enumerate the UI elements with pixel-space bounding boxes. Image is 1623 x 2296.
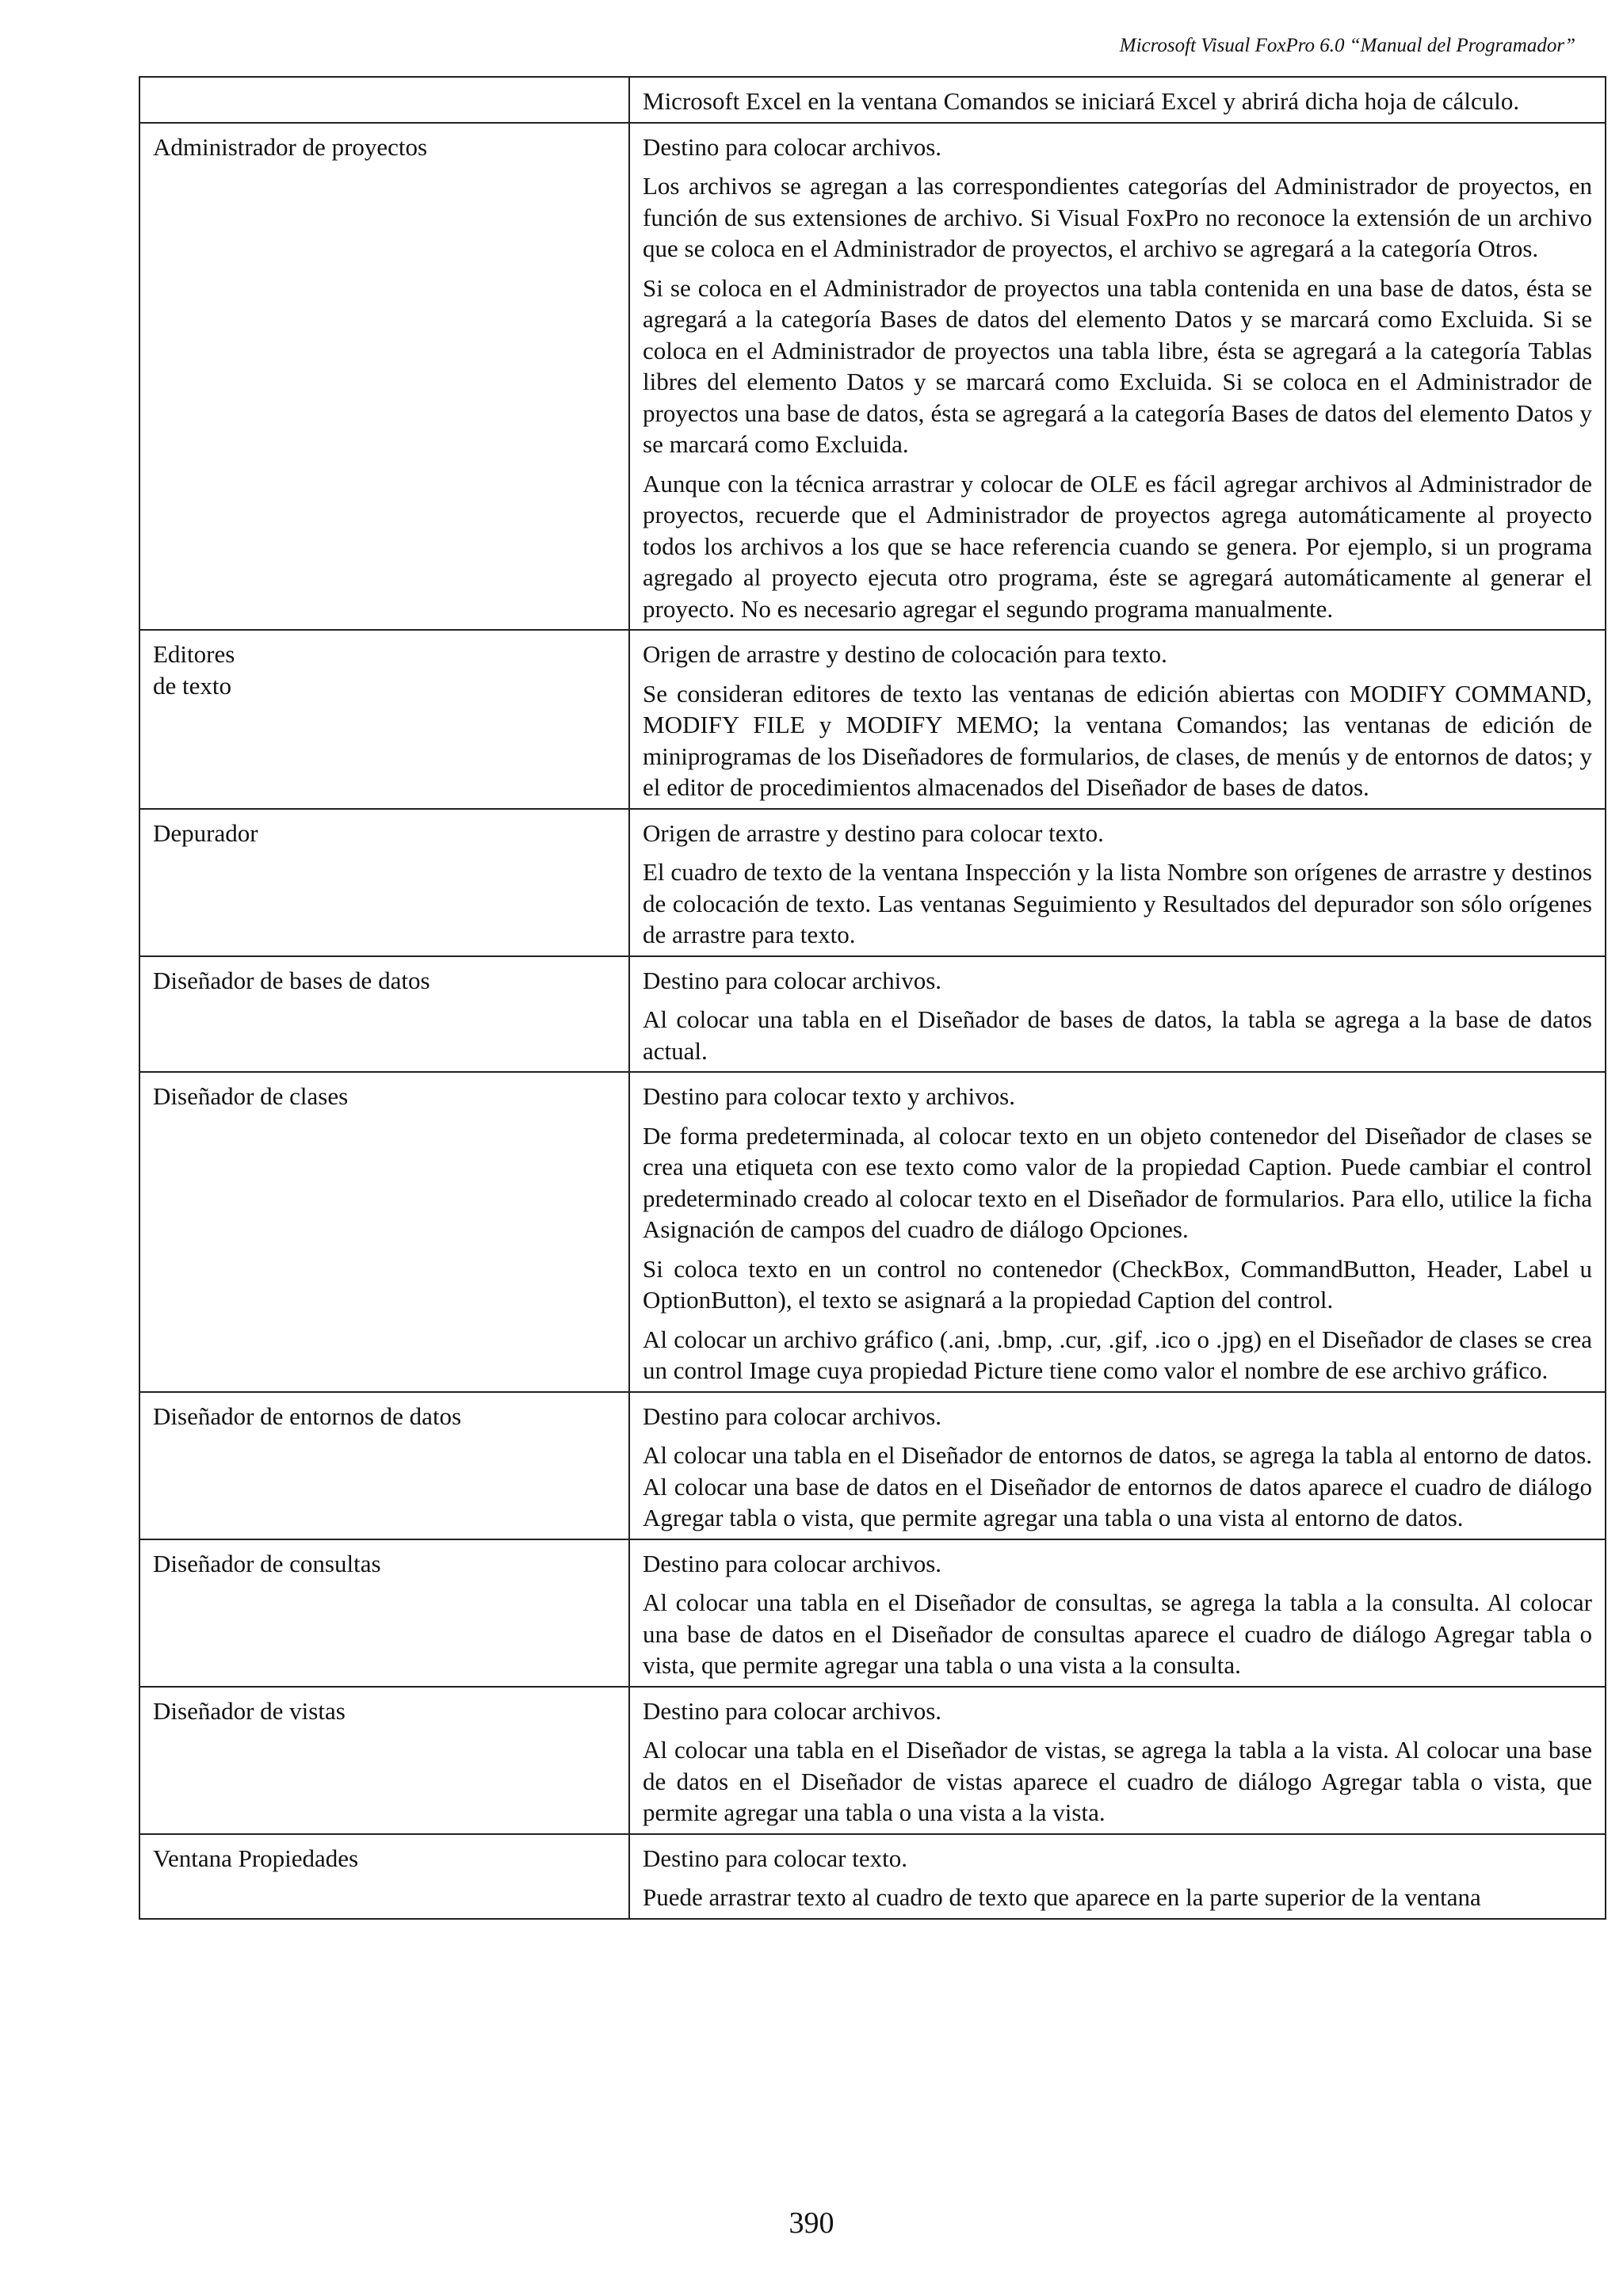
row-description [629, 956, 1606, 1073]
running-header: Microsoft Visual FoxPro 6.0 “Manual del Programador” [1119, 35, 1575, 56]
description-paragraph: Al colocar una tabla en el Diseñador de entornos de datos, se agrega la tabla al entorno de datos. Al colocar una base de datos en el Diseñador de entornos de datos aparece el cuadro de diálogo Agregar tabla o vista, que permite agregar una tabla o una vista al entorno de datos. [643, 1441, 1592, 1531]
component-name-line: Depurador [153, 818, 258, 847]
behavior-summary: Origen de arrastre y destino para colocar texto. [643, 818, 1104, 847]
table-row [139, 1687, 1606, 1834]
component-name-line: Ventana Propiedades [153, 1844, 359, 1872]
table-body [139, 77, 1606, 1919]
behavior-summary: Destino para colocar archivos. [643, 1402, 942, 1430]
description-paragraph: Al colocar una tabla en el Diseñador de vistas, se agrega la tabla a la vista. Al colocar una base de datos en el Diseñador de vistas aparece el cuadro de diálogo Agregar tabla o vista, que permite agregar una tabla o una vista a la vista. [643, 1736, 1592, 1826]
row-component-name [139, 77, 629, 123]
behavior-summary: Destino para colocar archivos. [643, 132, 942, 161]
description-paragraph: Se consideran editores de texto las ventanas de edición abiertas con MODIFY COMMAND, MODIFY FILE y MODIFY MEMO; la ventana Comandos; las ventanas de edición de miniprogramas de los Diseñadores de formularios, de clases, de menús y de entornos de datos; y el editor de procedimientos almacenados del Diseñador de bases de datos. [643, 679, 1592, 801]
row-description [629, 77, 1606, 123]
description-paragraph: Aunque con la técnica arrastrar y colocar de OLE es fácil agregar archivos al Administrador de proyectos, recuerde que el Administrador de proyectos agrega automáticamente al proyecto todos los archivos a los que se hace referencia cuando se genera. Por ejemplo, si un programa agregado al proyecto ejecuta otro programa, éste se agregará automáticamente al generar el proyecto. No es necesario agregar el segundo programa manualmente. [643, 469, 1592, 623]
row-description [629, 1687, 1606, 1834]
table-row [139, 1834, 1606, 1919]
table-row [139, 123, 1606, 631]
table-row [139, 1072, 1606, 1392]
component-name-line: Diseñador de clases [153, 1082, 349, 1110]
row-description [629, 123, 1606, 631]
row-component-name [139, 123, 629, 631]
description-paragraph: El cuadro de texto de la ventana Inspección y la lista Nombre son orígenes de arrastre y destinos de colocación de texto. Las ventanas Seguimiento y Resultados del depurador son sólo orígenes de arrastre para texto. [643, 858, 1592, 948]
row-component-name [139, 1687, 629, 1834]
behavior-summary: Destino para colocar texto y archivos. [643, 1082, 1015, 1110]
table-row [139, 77, 1606, 123]
table-row [139, 1539, 1606, 1687]
component-name-line: Administrador de proyectos [153, 132, 428, 161]
component-name-line: Diseñador de consultas [153, 1549, 381, 1577]
table-row [139, 1392, 1606, 1539]
component-name-line: Editores [153, 640, 235, 668]
description-paragraph: Si coloca texto en un control no contenedor (CheckBox, CommandButton, Header, Label u OptionButton), el texto se asignará a la propiedad Caption del control. [643, 1254, 1592, 1314]
description-paragraph: Puede arrastrar texto al cuadro de texto que aparece en la parte superior de la ventana [643, 1883, 1481, 1911]
drag-drop-table [139, 76, 1606, 1920]
row-description [629, 1834, 1606, 1919]
row-component-name [139, 809, 629, 956]
behavior-summary: Microsoft Excel en la ventana Comandos se iniciará Excel y abrirá dicha hoja de cálculo. [643, 87, 1520, 115]
component-name-line: Diseñador de entornos de datos [153, 1402, 462, 1430]
row-component-name [139, 1539, 629, 1687]
description-paragraph: Los archivos se agregan a las correspondientes categorías del Administrador de proyectos, en función de sus extensiones de archivo. Si Visual FoxPro no reconoce la extensión de un archivo que se coloca en el Administrador de proyectos, el archivo se agregará a la categoría Otros. [643, 172, 1592, 262]
description-paragraph: Al colocar una tabla en el Diseñador de consultas, se agrega la tabla a la consulta. Al colocar una base de datos en el Diseñador de consultas aparece el cuadro de diálogo Agregar tabla o vista, que permite agregar una tabla o una vista a la consulta. [643, 1589, 1592, 1679]
behavior-summary: Origen de arrastre y destino de colocación para texto. [643, 640, 1167, 668]
row-component-name [139, 956, 629, 1073]
table-row [139, 630, 1606, 809]
description-paragraph: Si se coloca en el Administrador de proyectos una tabla contenida en una base de datos, ésta se agregará a la categoría Bases de datos del elemento Datos y se marcará como Excluida. Si se coloca en el Administrador de proyectos una tabla libre, ésta se agregará a la categoría Tablas libres del elemento Datos y se marcará como Excluida. Si se coloca en el Administrador de proyectos una base de datos, ésta se agregará a la categoría Bases de datos del elemento Datos y se marcará como Excluida. [643, 273, 1592, 458]
behavior-summary: Destino para colocar archivos. [643, 1549, 942, 1577]
row-description [629, 809, 1606, 956]
row-description [629, 1539, 1606, 1687]
row-component-name [139, 1392, 629, 1539]
row-component-name [139, 1834, 629, 1919]
row-description [629, 1072, 1606, 1392]
description-paragraph: De forma predeterminada, al colocar texto en un objeto contenedor del Diseñador de clases se crea una etiqueta con ese texto como valor de la propiedad Caption. Puede cambiar el control predeterminado creado al colocar texto en el Diseñador de formularios. Para ello, utilice la ficha Asignación de campos del cuadro de diálogo Opciones. [643, 1121, 1592, 1243]
row-description [629, 630, 1606, 809]
component-name-line: Diseñador de vistas [153, 1696, 346, 1725]
behavior-summary: Destino para colocar archivos. [643, 966, 942, 994]
behavior-summary: Destino para colocar archivos. [643, 1696, 942, 1725]
page-number: 390 [789, 2206, 834, 2240]
behavior-summary: Destino para colocar texto. [643, 1844, 907, 1872]
description-paragraph: Al colocar un archivo gráfico (.ani, .bmp, .cur, .gif, .ico o .jpg) en el Diseñador de clases se crea un control Image cuya propiedad Picture tiene como valor el nombre de ese archivo gráfico. [643, 1325, 1592, 1384]
component-name-line: Diseñador de bases de datos [153, 966, 430, 994]
row-description [629, 1392, 1606, 1539]
table-row [139, 809, 1606, 956]
row-component-name [139, 1072, 629, 1392]
table-row [139, 956, 1606, 1073]
row-component-name [139, 630, 629, 809]
description-paragraph: Al colocar una tabla en el Diseñador de bases de datos, la tabla se agrega a la base de datos actual. [643, 1005, 1592, 1065]
component-name-line: de texto [153, 671, 231, 700]
